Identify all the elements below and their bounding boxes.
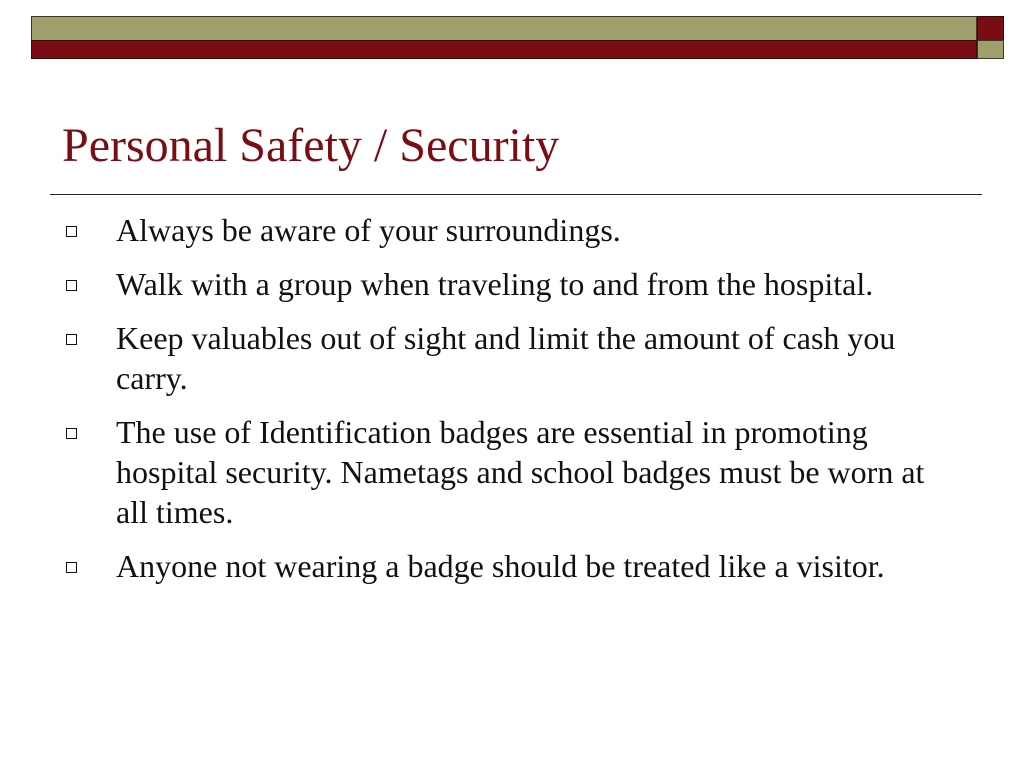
bullet-item bbox=[62, 318, 962, 398]
bullet-item bbox=[62, 546, 962, 586]
hollow-square-icon bbox=[66, 562, 77, 573]
hollow-square-icon bbox=[66, 226, 77, 237]
hollow-square-icon bbox=[66, 428, 77, 439]
header-bar-olive bbox=[31, 16, 977, 41]
bullet-list bbox=[62, 210, 962, 600]
bullet-text: Always be aware of your surroundings. bbox=[116, 212, 621, 248]
title-divider bbox=[50, 194, 982, 195]
header-square-red bbox=[977, 16, 1004, 41]
slide-title: Personal Safety / Security bbox=[62, 119, 560, 172]
hollow-square-icon bbox=[66, 334, 77, 345]
bullet-text: Keep valuables out of sight and limit the amount of cash you carry. bbox=[116, 320, 896, 396]
bullet-item bbox=[62, 210, 962, 250]
header-square-olive bbox=[977, 40, 1004, 59]
bullet-text: The use of Identification badges are essential in promoting hospital security. Nametags and school badges must be worn at all times. bbox=[116, 414, 925, 530]
bullet-text: Anyone not wearing a badge should be treated like a visitor. bbox=[116, 548, 885, 584]
bullet-item bbox=[62, 412, 962, 532]
bullet-item bbox=[62, 264, 962, 304]
bullet-text: Walk with a group when traveling to and from the hospital. bbox=[116, 266, 874, 302]
header-bar-red bbox=[31, 40, 977, 59]
hollow-square-icon bbox=[66, 280, 77, 291]
